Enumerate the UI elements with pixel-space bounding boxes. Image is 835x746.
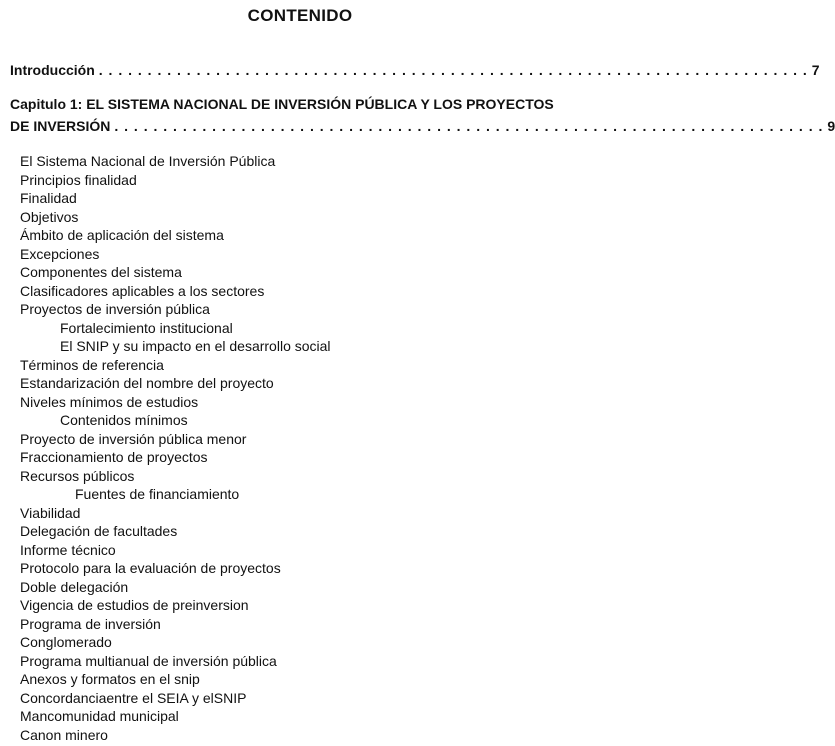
toc-entry[interactable]: Viabilidad: [20, 504, 81, 521]
toc-entry[interactable]: Concordanciaentre el SEIA y elSNIP: [20, 689, 247, 706]
toc-entry[interactable]: Programa de inversión: [20, 615, 161, 632]
toc-chapter1-label-cont: DE INVERSIÓN: [10, 118, 111, 134]
toc-entry[interactable]: Proyectos de inversión pública: [20, 301, 210, 317]
toc-entry[interactable]: Fuentes de financiamiento: [75, 486, 240, 502]
toc-entry[interactable]: Delegación de facultades: [20, 523, 178, 539]
toc-entry[interactable]: Estandarización del nombre del proyecto: [20, 375, 274, 391]
toc-entry[interactable]: Vigencia de estudios de preinversion: [20, 597, 249, 613]
toc-entry[interactable]: Componentes del sistema: [20, 264, 182, 280]
toc-entry[interactable]: Excepciones: [20, 245, 100, 262]
toc-entry[interactable]: Informe técnico: [20, 541, 116, 558]
toc-entry[interactable]: Conglomerado: [20, 634, 112, 650]
toc-entry[interactable]: Programa multianual de inversión pública: [20, 652, 277, 669]
toc-entry[interactable]: Niveles mínimos de estudios: [20, 393, 199, 410]
toc-entry[interactable]: Finalidad: [20, 190, 77, 206]
toc-chapter1-line[interactable]: [10, 118, 835, 134]
toc-entry[interactable]: Objetivos: [20, 208, 79, 225]
toc-entry[interactable]: Proyecto de inversión pública menor: [20, 430, 247, 447]
toc-entry[interactable]: Protocolo para la evaluación de proyectos: [20, 560, 281, 576]
toc-entry[interactable]: Términos de referencia: [20, 356, 164, 373]
toc-intro-leader: . . . . . . . . . . . . . . . . . . . . . . . . . . . . . . . . . . . . . . . . . . . . . . . . . . . . . . . . . . . . . . . . . . . . . . . . .: [98, 62, 808, 78]
toc-entry[interactable]: Mancomunidad municipal: [20, 708, 179, 724]
toc-entry[interactable]: El Sistema Nacional de Inversión Pública: [20, 153, 276, 169]
toc-entry[interactable]: Canon minero: [20, 726, 108, 743]
toc-chapter1-leader: . . . . . . . . . . . . . . . . . . . . . . . . . . . . . . . . . . . . . . . . . . . . . . . . . . . . . . . . . . . . . . . . . . . . . . . . .: [114, 118, 824, 134]
toc-entry[interactable]: Fortalecimiento institucional: [60, 319, 233, 336]
toc-entry[interactable]: Clasificadores aplicables a los sectores: [20, 282, 265, 299]
page-title: CONTENIDO: [247, 6, 353, 25]
toc-entry[interactable]: Recursos públicos: [20, 467, 135, 484]
toc-entry[interactable]: Fraccionamiento de proyectos: [20, 449, 208, 465]
toc-intro-line[interactable]: [10, 62, 820, 78]
toc-chapter1-page: 9: [827, 118, 835, 134]
toc-entry[interactable]: El SNIP y su impacto en el desarrollo social: [60, 338, 331, 354]
toc-entry[interactable]: Principios finalidad: [20, 171, 137, 188]
toc-entry[interactable]: Contenidos mínimos: [60, 412, 188, 428]
toc-entry[interactable]: Ámbito de aplicación del sistema: [20, 227, 224, 243]
toc-intro-page: 7: [811, 62, 820, 78]
toc-chapter1-title[interactable]: Capitulo 1: EL SISTEMA NACIONAL DE INVERSIÓN PÚBLICA Y LOS PROYECTOS: [10, 96, 554, 112]
toc-intro-label: Introducción: [10, 62, 95, 78]
toc-entry[interactable]: Anexos y formatos en el snip: [20, 671, 200, 687]
toc-entry[interactable]: Doble delegación: [20, 578, 129, 595]
